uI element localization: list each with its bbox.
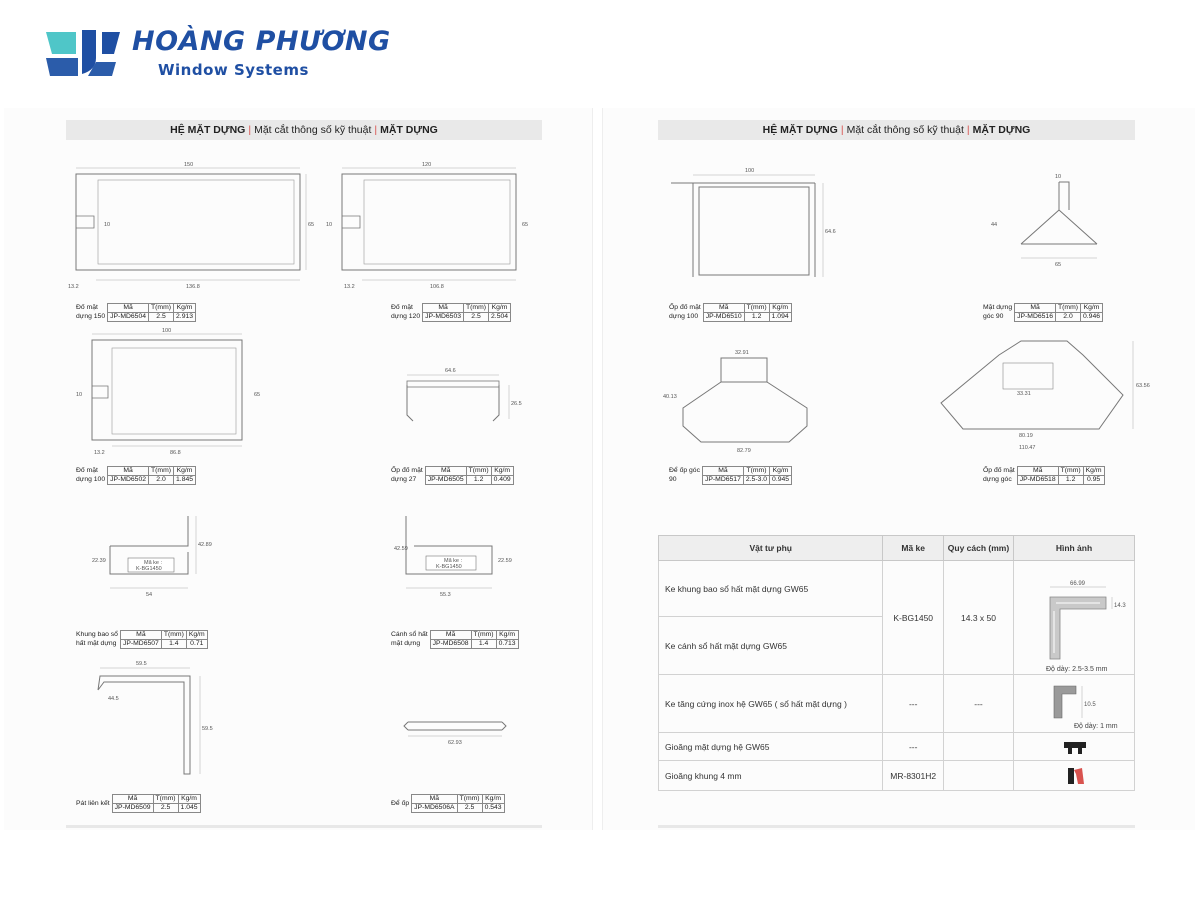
acc-header-spec: Quy cách (mm) [943, 536, 1013, 561]
col-ma: Mã [430, 631, 471, 640]
col-kg: Kg/m [496, 631, 518, 640]
page-header: HỆ MẶT DỰNG | Mặt cắt thông số kỹ thuật | MẶT DỰNG [658, 120, 1135, 140]
spec-code: JP-MD6510 [703, 313, 744, 322]
spec-t: 2.5 [153, 804, 178, 813]
spec-name2: dựng góc [983, 476, 1012, 483]
profile-drawing-md6518 [933, 333, 1153, 463]
col-kg: Kg/m [1081, 304, 1103, 313]
col-t: T(mm) [464, 304, 489, 313]
acc-header-code: Mã ke [883, 536, 944, 561]
col-kg: Kg/m [770, 467, 792, 476]
spec-name: Đố mặt [76, 304, 98, 311]
spec-kg: 0.946 [1081, 313, 1103, 322]
dim-height: 26.5 [511, 401, 522, 407]
dim-slot: 10 [326, 222, 333, 228]
acc-row-name: Gioăng khung 4 mm [659, 761, 883, 791]
spec-code: JP-MD6507 [120, 640, 161, 649]
spec-kg: 1.045 [178, 804, 200, 813]
col-kg: Kg/m [178, 795, 200, 804]
dim-height: 59.5 [202, 726, 213, 732]
spec-table-md6510 [667, 303, 792, 322]
profile-drawing-md6504 [66, 162, 316, 296]
dim-height: 64.6 [825, 229, 836, 235]
col-t: T(mm) [1056, 304, 1081, 313]
spec-code: JP-MD6508 [430, 640, 471, 649]
spec-kg: 1.845 [174, 476, 196, 485]
logo-mark-icon [46, 28, 120, 76]
spec-name: Đố mặt [391, 304, 413, 311]
gasket-image-icon [1014, 734, 1134, 760]
acc-row-code: --- [883, 733, 944, 761]
spec-t: 1.4 [161, 640, 186, 649]
dim-side: 63.56 [1136, 383, 1150, 389]
dim-offset: 13.2 [94, 450, 105, 456]
acc-row-code: --- [883, 675, 944, 733]
dim-bottom: 82.79 [737, 448, 751, 454]
spec-code: JP-MD6505 [425, 476, 466, 485]
dim-width: 65 [1055, 262, 1062, 268]
spec-code: JP-MD6517 [702, 476, 743, 485]
profile-drawing-md6502 [72, 330, 272, 460]
brand-name: HOÀNG PHƯƠNG [132, 26, 391, 57]
profile-drawing-md6505 [399, 363, 529, 433]
spec-kg: 2.913 [174, 313, 196, 322]
spec-code: JP-MD6509 [112, 804, 153, 813]
col-ma: Mã [423, 304, 464, 313]
dim-h2: 22.59 [498, 558, 512, 564]
dim-offset: 13.2 [68, 284, 79, 290]
col-kg: Kg/m [489, 304, 511, 313]
col-kg: Kg/m [491, 467, 513, 476]
dim-h1: 42.59 [394, 546, 408, 552]
spec-name2: dựng 100 [76, 476, 106, 483]
spec-t: 2.5 [149, 313, 174, 322]
ke-code: K-BG1450 [136, 566, 162, 572]
dim-top: 32.91 [735, 350, 749, 356]
header-part2: Mặt cắt thông số kỹ thuật [254, 124, 372, 136]
dim-height: 44 [991, 222, 998, 228]
spec-name2: hất mặt dựng [76, 640, 117, 647]
spec-name: Để ốp góc [669, 467, 700, 474]
dim-h1: 22.39 [92, 558, 106, 564]
spec-name2: dựng 100 [669, 313, 699, 320]
col-t: T(mm) [161, 631, 186, 640]
spec-name2: dựng 27 [391, 476, 417, 483]
spec-code: JP-MD6504 [108, 313, 149, 322]
header-part2: Mặt cắt thông số kỹ thuật [846, 124, 964, 136]
profile-drawing-md6517 [663, 346, 813, 456]
col-kg: Kg/m [174, 304, 196, 313]
col-t: T(mm) [743, 467, 769, 476]
col-ma: Mã [1015, 304, 1056, 313]
spec-name: Ốp đố mặt [983, 467, 1015, 474]
catalog-page-left [4, 108, 593, 830]
img2-note: Độ dày: 1 mm [1074, 722, 1118, 730]
dim-width: 59.5 [136, 661, 147, 667]
dim-inner: 86.8 [170, 450, 181, 456]
dim-width: 100 [162, 328, 172, 334]
dim-slot: 10 [76, 392, 83, 398]
spec-t: 1.4 [471, 640, 496, 649]
spec-table-md6502 [74, 466, 196, 485]
spec-name: Đố mặt [76, 467, 98, 474]
acc-header-image: Hình ảnh [1014, 536, 1135, 561]
header-part1: HỆ MẶT DỰNG [762, 124, 838, 136]
col-ma: Mã [412, 795, 457, 804]
profile-drawing-md6503 [326, 162, 536, 296]
acc-row-name: Ke khung bao sổ hất mặt dựng GW65 [659, 561, 883, 617]
spec-code: JP-MD6502 [108, 476, 149, 485]
spec-code: JP-MD6518 [1017, 476, 1058, 485]
spec-t: 1.2 [1058, 476, 1083, 485]
dim-diag: 44.5 [108, 696, 119, 702]
col-kg: Kg/m [174, 467, 196, 476]
spec-table-md6506a [389, 794, 505, 813]
col-t: T(mm) [457, 795, 482, 804]
col-ma: Mã [120, 631, 161, 640]
dim-mid: 80.19 [1019, 433, 1033, 439]
col-t: T(mm) [466, 467, 491, 476]
spec-kg: 1.094 [769, 313, 791, 322]
spec-table-md6508 [389, 630, 519, 649]
profile-drawing-md6510 [665, 163, 845, 283]
spec-table-md6516 [981, 303, 1103, 322]
dim-width: 120 [422, 162, 432, 168]
spec-name: Khung bao sổ [76, 631, 118, 638]
spec-kg: 0.543 [482, 804, 504, 813]
dim-inner: 106.8 [430, 284, 444, 290]
dim-slot: 10 [104, 222, 111, 228]
acc-row-spec: --- [943, 675, 1013, 733]
dim-top: 10 [1055, 174, 1062, 180]
spec-kg: 0.71 [186, 640, 207, 649]
spec-t: 1.2 [466, 476, 491, 485]
spec-t: 1.2 [744, 313, 769, 322]
spec-name: Pát liên kết [76, 799, 110, 807]
profile-drawing-md6507 [88, 506, 218, 606]
dim-width: 64.6 [445, 368, 456, 374]
dim-bottom: 110.47 [1019, 445, 1036, 451]
dim-height: 65 [254, 392, 261, 398]
col-t: T(mm) [744, 304, 769, 313]
spec-table-md6517 [667, 466, 792, 485]
header-part3: MẶT DỰNG [972, 124, 1031, 136]
dim-offset: 13.2 [344, 284, 355, 290]
profile-drawing-md6509 [80, 660, 220, 790]
acc-image-cell [1014, 561, 1135, 675]
col-kg: Kg/m [482, 795, 504, 804]
img2-height: 10.5 [1084, 701, 1096, 708]
profile-drawing-md6516 [985, 174, 1125, 274]
spec-kg: 0.95 [1083, 476, 1104, 485]
acc-row-spec: 14.3 x 50 [943, 561, 1013, 675]
col-t: T(mm) [149, 467, 174, 476]
header-part3: MẶT DỰNG [380, 124, 438, 136]
col-kg: Kg/m [1083, 467, 1104, 476]
spec-kg: 0.713 [496, 640, 518, 649]
footer-divider [66, 825, 542, 828]
col-ma: Mã [703, 304, 744, 313]
spec-code: JP-MD6516 [1015, 313, 1056, 322]
ke-code: K-BG1450 [436, 564, 462, 570]
spec-name: Mặt dựng [983, 304, 1013, 311]
spec-table-md6507 [74, 630, 208, 649]
col-ma: Mã [1017, 467, 1058, 476]
spec-t: 2.5 [457, 804, 482, 813]
img1-height: 14.3 [1114, 602, 1126, 609]
dim-width: 62.93 [448, 740, 462, 746]
dim-height: 65 [522, 222, 529, 228]
bracket-image-icon [1014, 563, 1134, 673]
ke-label: Mã ke : [444, 558, 463, 564]
acc-row-name: Ke tăng cứng inox hệ GW65 ( sổ hất mặt dựng ) [659, 675, 883, 733]
spec-t: 2.5 [464, 313, 489, 322]
acc-row-name: Gioăng mặt dựng hệ GW65 [659, 733, 883, 761]
spec-name: Để ốp [391, 799, 410, 807]
col-ma: Mã [108, 304, 149, 313]
col-t: T(mm) [149, 304, 174, 313]
spec-t: 2.5-3.0 [743, 476, 769, 485]
col-ma: Mã [108, 467, 149, 476]
img1-width: 66.99 [1070, 580, 1086, 587]
acc-header-name: Vật tư phụ [659, 536, 883, 561]
brand-subtitle: Window Systems [158, 61, 309, 79]
spec-name2: góc 90 [983, 313, 1004, 320]
spec-table-md6504 [74, 303, 196, 322]
accessories-table [658, 535, 1135, 791]
img1-note: Độ dày: 2.5-3.5 mm [1046, 665, 1108, 673]
ke-label: Mã ke : [144, 560, 163, 566]
spec-name: Ốp đố mặt [669, 304, 701, 311]
dim-width: 100 [745, 168, 755, 174]
dim-inner: 136.8 [186, 284, 200, 290]
dim-width: 54 [146, 592, 153, 598]
brand-logo [46, 26, 391, 80]
catalog-page-right [602, 108, 1195, 830]
spec-name2: 90 [669, 476, 677, 483]
frame-gasket-image-icon [1014, 762, 1134, 790]
col-ma: Mã [702, 467, 743, 476]
col-t: T(mm) [153, 795, 178, 804]
spec-name2: dựng 150 [76, 313, 106, 320]
col-kg: Kg/m [769, 304, 791, 313]
profile-drawing-md6506a [402, 708, 512, 748]
spec-kg: 0.409 [491, 476, 513, 485]
footer-divider [658, 825, 1135, 828]
page-header: HỆ MẶT DỰNG | Mặt cắt thông số kỹ thuật | MẶT DỰNG [66, 120, 542, 140]
spec-code: JP-MD6506A [412, 804, 457, 813]
spec-name: Ốp đố mặt [391, 467, 423, 474]
spec-table-md6503 [389, 303, 511, 322]
spec-table-md6518 [981, 466, 1105, 485]
dim-width: 55.3 [440, 592, 451, 598]
col-ma: Mã [425, 467, 466, 476]
dim-side: 40.13 [663, 394, 677, 400]
acc-row-name: Ke cánh sổ hất mặt dựng GW65 [659, 617, 883, 675]
dim-inner: 33.31 [1017, 391, 1031, 397]
acc-row-code: K-BG1450 [883, 561, 944, 675]
spec-name2: mặt dựng [391, 640, 421, 647]
spec-kg: 0.945 [770, 476, 792, 485]
col-kg: Kg/m [186, 631, 207, 640]
spec-code: JP-MD6503 [423, 313, 464, 322]
spec-name: Cánh sổ hất [391, 631, 428, 638]
acc-row-spec [943, 761, 1013, 791]
dim-h2: 42.89 [198, 542, 212, 548]
col-t: T(mm) [1058, 467, 1083, 476]
dim-height: 65 [308, 222, 315, 228]
dim-width: 150 [184, 162, 194, 168]
col-ma: Mã [112, 795, 153, 804]
col-t: T(mm) [471, 631, 496, 640]
spec-t: 2.0 [1056, 313, 1081, 322]
stiffener-image-icon [1014, 676, 1134, 732]
spec-table-md6505 [389, 466, 514, 485]
acc-row-code: MR-8301H2 [883, 761, 944, 791]
spec-name2: dựng 120 [391, 313, 421, 320]
profile-drawing-md6508 [394, 506, 524, 606]
spec-table-md6509 [74, 794, 201, 813]
spec-t: 2.0 [149, 476, 174, 485]
spec-kg: 2.504 [489, 313, 511, 322]
header-part1: HỆ MẶT DỰNG [170, 124, 246, 136]
acc-row-spec [943, 733, 1013, 761]
